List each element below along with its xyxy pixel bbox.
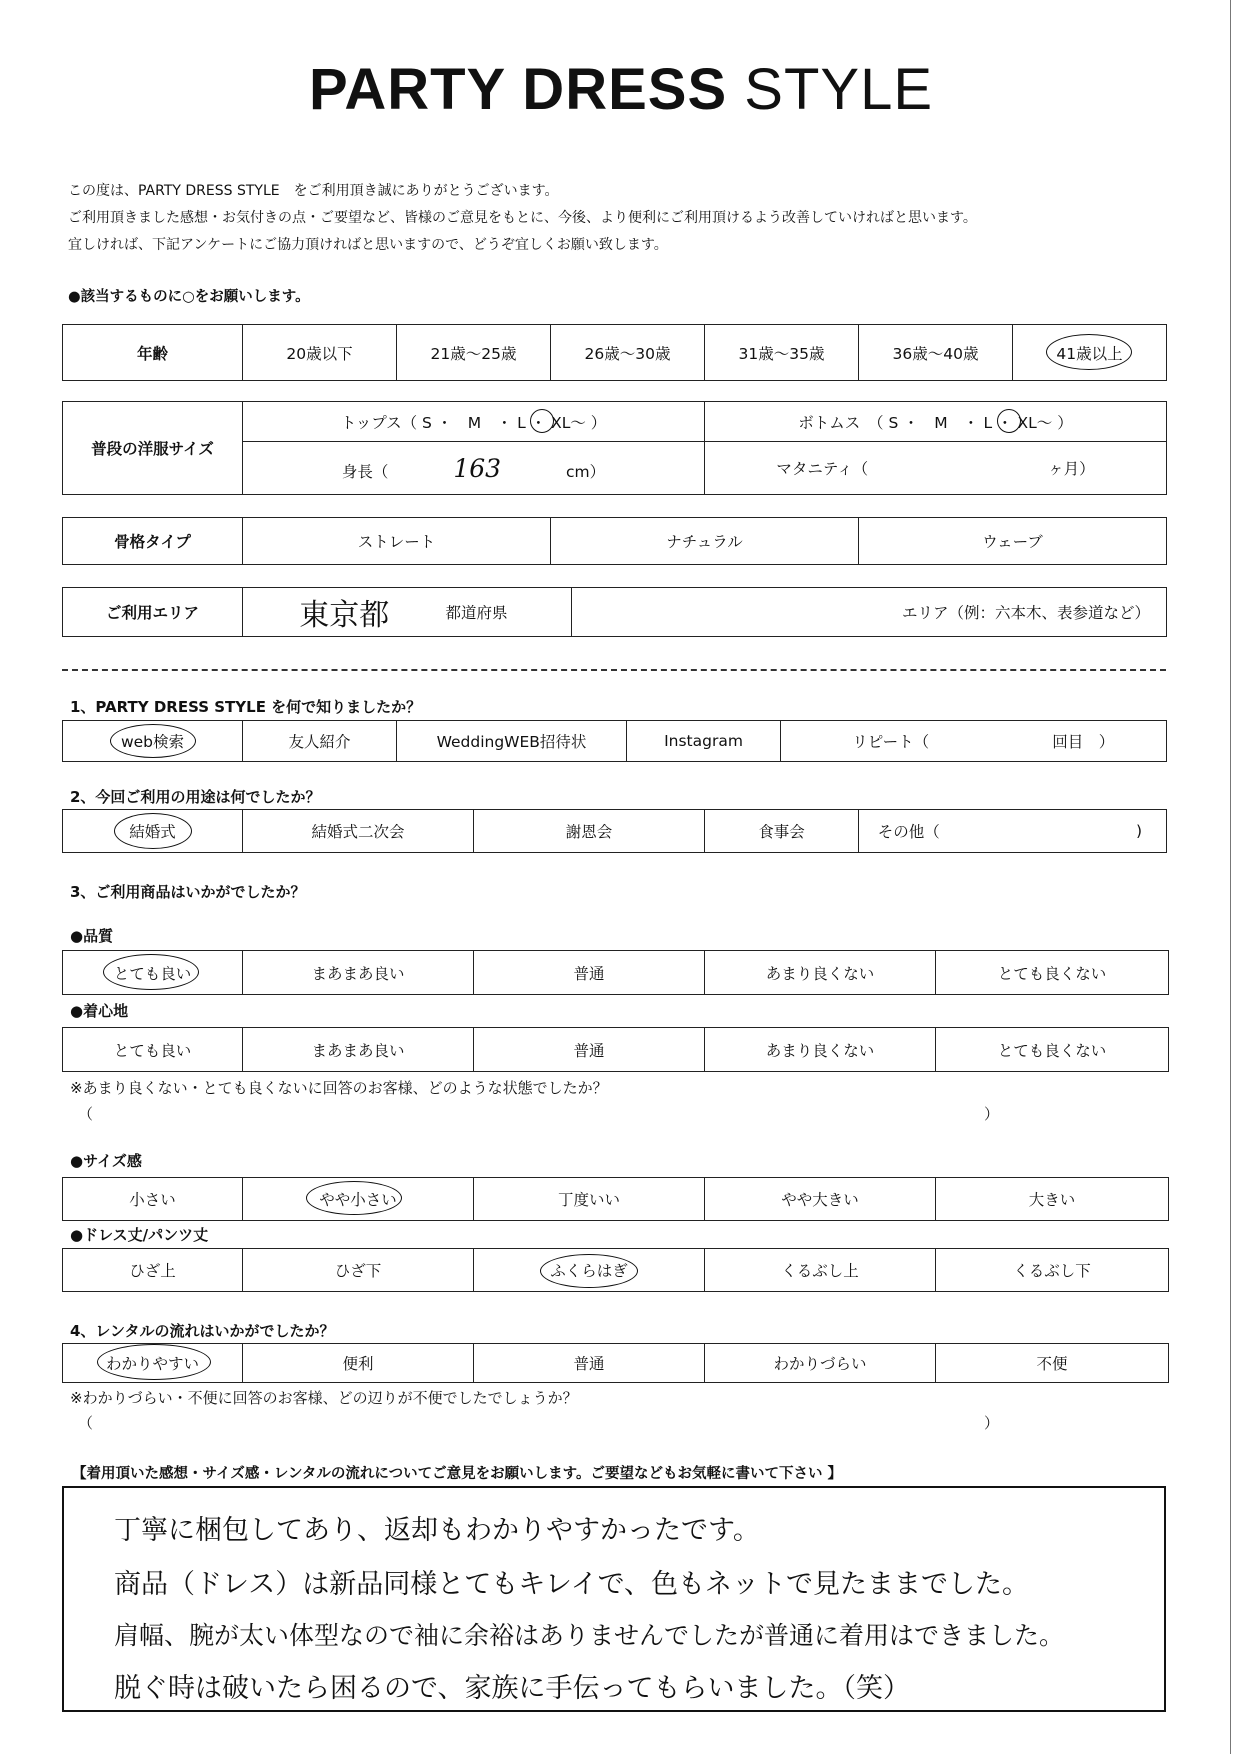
q2-table: [62, 809, 1167, 853]
length-option[interactable]: ひざ上: [63, 1249, 243, 1292]
comfort-table: [62, 1027, 1169, 1072]
fit-option[interactable]: 小さい: [63, 1178, 243, 1221]
comfort-option[interactable]: とても良くない: [936, 1028, 1169, 1072]
pref-label: 都道府県: [446, 588, 572, 637]
maternity-label: マタニティ（: [776, 460, 869, 479]
fit-table: [62, 1177, 1169, 1221]
length-label: ●ドレス丈/パンツ丈: [70, 1226, 209, 1244]
fit-option-selected[interactable]: やや小さい: [243, 1178, 474, 1221]
q1-option[interactable]: Instagram: [627, 721, 781, 762]
size-table: [62, 401, 1167, 495]
comfort-option[interactable]: 普通: [474, 1028, 705, 1072]
bottoms-size[interactable]: ボトムス （ S ・ M ・ L ・ XL～ ）: [705, 402, 1167, 442]
q1-title: 1、PARTY DRESS STYLE を何で知りましたか？: [70, 698, 422, 716]
length-option[interactable]: くるぶし下: [936, 1249, 1169, 1292]
area-table: [62, 587, 1167, 637]
q2-option-selected[interactable]: 結婚式: [63, 810, 243, 853]
q4-option-selected[interactable]: わかりやすい: [63, 1344, 243, 1383]
area-label: ご利用エリア: [63, 588, 243, 637]
q2-title: 2、今回ご利用の用途は何でしたか？: [70, 788, 321, 806]
q2-option[interactable]: 謝恩会: [474, 810, 705, 853]
q1-table: [62, 720, 1167, 762]
q3-title: 3、ご利用商品はいかがでしたか？: [70, 883, 306, 901]
length-option-selected[interactable]: ふくらはぎ: [474, 1249, 705, 1292]
q4-option[interactable]: わかりづらい: [705, 1344, 936, 1383]
q2-option[interactable]: その他（: [859, 810, 959, 853]
frame-label: 骨格タイプ: [63, 518, 243, 565]
comment-heading: 【着用頂いた感想・サイズ感・レンタルの流れについてご意見をお願いします。ご要望などもお気軽に書いて下さい 】: [72, 1466, 842, 1482]
divider: [62, 669, 1166, 671]
maternity-unit: ヶ月）: [1048, 460, 1095, 479]
fit-option[interactable]: 大きい: [936, 1178, 1169, 1221]
q4-option[interactable]: 普通: [474, 1344, 705, 1383]
age-label: 年齢: [63, 325, 243, 381]
height-label: 身長（: [341, 462, 389, 481]
frame-table: [62, 517, 1167, 565]
height-value: 163: [453, 453, 502, 483]
fit-option[interactable]: やや大きい: [705, 1178, 936, 1221]
frame-option[interactable]: ストレート: [243, 518, 551, 565]
q4-option[interactable]: 不便: [936, 1344, 1169, 1383]
q2-other-close: ): [959, 810, 1167, 853]
q1-option[interactable]: 友人紹介: [243, 721, 397, 762]
comfort-option[interactable]: とても良い: [63, 1028, 243, 1072]
age-option[interactable]: 31歳～35歳: [705, 325, 859, 381]
scan-edge-line: [1230, 0, 1231, 1754]
q1-option-selected[interactable]: web検索: [63, 721, 243, 762]
title-light: STYLE: [744, 57, 934, 122]
age-option-selected[interactable]: 41歳以上: [1013, 325, 1167, 381]
paren-open: （: [78, 1414, 94, 1432]
quality-table: [62, 950, 1169, 995]
comfort-option[interactable]: あまり良くない: [705, 1028, 936, 1072]
age-option[interactable]: 21歳～25歳: [397, 325, 551, 381]
intro-line: 宜しければ、下記アンケートにご協力頂ければと思いますので、どうぞ宜しくお願い致します。: [68, 237, 668, 253]
age-option[interactable]: 26歳～30歳: [551, 325, 705, 381]
size-label: 普段の洋服サイズ: [63, 402, 243, 495]
title-bold: PARTY DRESS: [308, 57, 728, 122]
length-option[interactable]: くるぶし上: [705, 1249, 936, 1292]
length-option[interactable]: ひざ下: [243, 1249, 474, 1292]
comment-line: 脱ぐ時は破いたら困るので、家族に手伝ってもらいました。（笑）: [114, 1673, 910, 1704]
paren-close: ）: [984, 1414, 1000, 1432]
maternity-field[interactable]: [705, 442, 1167, 495]
quality-option-selected[interactable]: とても良い: [63, 951, 243, 995]
q1-repeat-count: 回目 ）: [1001, 721, 1167, 762]
area-value[interactable]: 東京都: [243, 588, 446, 637]
length-table: [62, 1248, 1169, 1292]
age-option[interactable]: 20歳以下: [243, 325, 397, 381]
comfort-option[interactable]: まあまあ良い: [243, 1028, 474, 1072]
fit-label: ●サイズ感: [70, 1152, 142, 1170]
intro-line: ご利用頂きました感想・お気付きの点・ご要望など、皆様のご意見をもとに、今後、より便利にご利用頂けるよう改善していければと思います。: [68, 210, 977, 226]
comment-line: 丁寧に梱包してあり、返却もわかりやすかったです。: [114, 1515, 760, 1546]
q1-option[interactable]: WeddingWEB招待状: [397, 721, 627, 762]
q4-note: ※わかりづらい・不便に回答のお客様、どの辺りが不便でしたでしょうか？: [70, 1389, 578, 1407]
page-title: [0, 58, 1242, 122]
height-unit: cm）: [565, 462, 606, 481]
comfort-label: ●着心地: [70, 1002, 129, 1020]
age-option[interactable]: 36歳～40歳: [859, 325, 1013, 381]
area-example[interactable]: エリア（例：六本木、表参道など）: [572, 588, 1167, 637]
comment-line: 肩幅、腕が太い体型なので袖に余裕はありませんでしたが普通に着用はできました。: [114, 1621, 1065, 1650]
instruction: ●該当するものに○をお願いします。: [68, 289, 310, 305]
q4-table: [62, 1343, 1169, 1383]
quality-option[interactable]: とても良くない: [936, 951, 1169, 995]
paren-open: （: [78, 1105, 94, 1123]
intro-line: この度は、PARTY DRESS STYLE をご利用頂き誠にありがとうございます。: [68, 183, 559, 199]
q2-option[interactable]: 食事会: [705, 810, 859, 853]
height-field[interactable]: [243, 442, 705, 495]
comment-box[interactable]: [62, 1486, 1166, 1712]
quality-option[interactable]: 普通: [474, 951, 705, 995]
age-table: [62, 324, 1167, 381]
comment-line: 商品（ドレス）は新品同様とてもキレイで、色もネットで見たままでした。: [114, 1569, 1030, 1600]
quality-option[interactable]: まあまあ良い: [243, 951, 474, 995]
q2-option[interactable]: 結婚式二次会: [243, 810, 474, 853]
quality-label: ●品質: [70, 927, 114, 945]
q4-title: 4、レンタルの流れはいかがでしたか？: [70, 1322, 335, 1340]
q1-option[interactable]: リピート（: [781, 721, 1001, 762]
tops-size[interactable]: トップス（ S ・ M ・ L ・ XL～ ）: [243, 402, 705, 442]
q4-option[interactable]: 便利: [243, 1344, 474, 1383]
frame-option[interactable]: ナチュラル: [551, 518, 859, 565]
paren-close: ）: [984, 1105, 1000, 1123]
frame-option[interactable]: ウェーブ: [859, 518, 1167, 565]
quality-option[interactable]: あまり良くない: [705, 951, 936, 995]
comfort-note: ※あまり良くない・とても良くないに回答のお客様、どのような状態でしたか？: [70, 1079, 608, 1097]
intro-text: [68, 178, 977, 259]
fit-option[interactable]: 丁度いい: [474, 1178, 705, 1221]
